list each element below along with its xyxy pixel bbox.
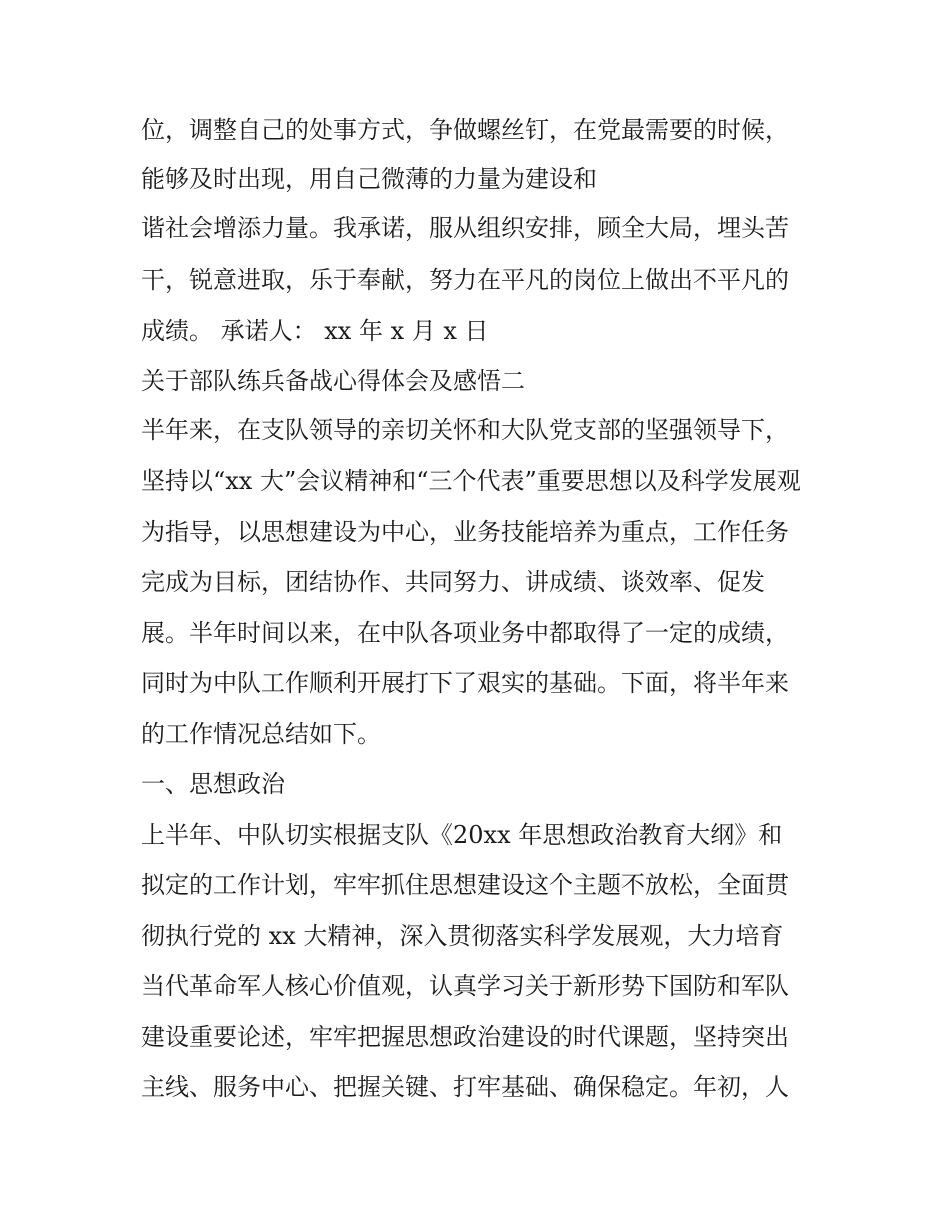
- text-line: 位，调整自己的处事方式，争做螺丝钉，在党最需要的时候，: [141, 116, 789, 144]
- text-line: 成绩。 承诺人： xx 年 x 月 x 日: [141, 317, 489, 345]
- text-line: 坚持以“xx 大”会议精神和“三个代表”重要思想以及科学发展观: [141, 467, 801, 495]
- text-line: 为指导，以思想建设为中心，业务技能培养为重点，工作任务: [141, 518, 789, 546]
- text-line: 能够及时出现，用自己微薄的力量为建设和: [141, 165, 597, 193]
- text-line: 拟定的工作计划，牢牢抓住思想建设这个主题不放松，全面贯: [141, 871, 789, 899]
- text-line: 上半年、中队切实根据支队《20xx 年思想政治教育大纲》和: [141, 821, 783, 849]
- text-line: 展。半年时间以来，在中队各项业务中都取得了一定的成绩，: [141, 619, 789, 647]
- text-line: 半年来，在支队领导的亲切关怀和大队党支部的坚强领导下，: [141, 416, 789, 444]
- text-line: 的工作情况总结如下。: [141, 720, 381, 748]
- text-line: 完成为目标，团结协作、共同努力、讲成绩、谈效率、促发: [141, 568, 765, 596]
- text-line: 主线、服务中心、把握关键、打牢基础、确保稳定。年初，人: [141, 1073, 789, 1101]
- text-line: 彻执行党的 xx 大精神，深入贯彻落实科学发展观，大力培育: [141, 922, 784, 950]
- text-line: 干，锐意进取，乐于奉献，努力在平凡的岗位上做出不平凡的: [141, 266, 789, 294]
- text-line: 同时为中队工作顺利开展打下了艰实的基础。下面，将半年来: [141, 669, 789, 697]
- text-line: 谐社会增添力量。我承诺，服从组织安排，顾全大局，埋头苦: [141, 214, 789, 242]
- text-line: 建设重要论述，牢牢把握思想政治建设的时代课题，坚持突出: [141, 1023, 789, 1051]
- section-heading: 一、思想政治: [141, 770, 285, 798]
- section-title: 关于部队练兵备战心得体会及感悟二: [141, 367, 525, 395]
- text-line: 当代革命军人核心价值观，认真学习关于新形势下国防和军队: [141, 972, 789, 1000]
